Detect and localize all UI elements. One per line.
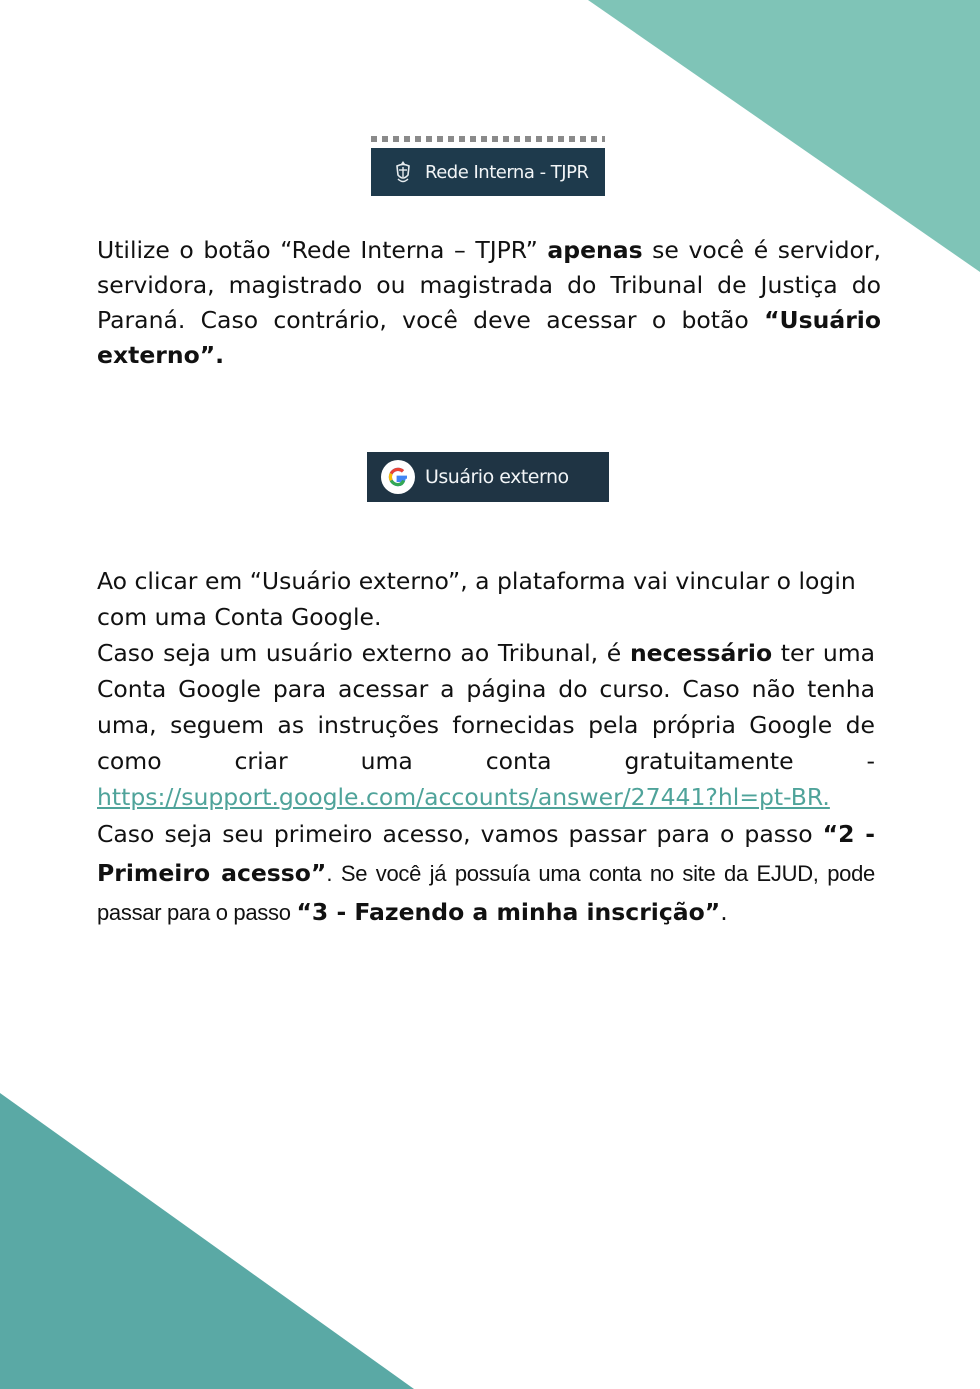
text: Utilize o botão “Rede Interna – TJPR” <box>97 236 548 264</box>
google-logo-icon <box>381 460 415 494</box>
text: . Se você já possuía uma conta no site da EJUD, pode passar para o passo <box>97 861 875 925</box>
emphasis-usuario-externo: “Usuário externo”. <box>97 306 881 369</box>
emphasis-primeiro-acesso: “2 - Primeiro acesso” <box>97 820 876 887</box>
text: Caso seja seu primeiro acesso, vamos passar para o passo <box>97 820 823 848</box>
text: Caso seja um usuário externo ao Tribunal, é <box>97 639 630 667</box>
rede-interna-label: Rede Interna - TJPR <box>425 161 589 183</box>
emphasis-necessario: necessário <box>629 639 773 667</box>
text: se você é servidor, servidora, magistrado ou magistrada do Tribunal de Justiça do Paraná. Caso contrário, você deve acessar o botão <box>97 236 881 334</box>
google-help-link[interactable]: https://support.google.com/accounts/answer/27441?hl=pt-BR. <box>97 783 830 811</box>
instruction-paragraph-1 <box>97 233 881 373</box>
emphasis-apenas: apenas <box>547 236 643 264</box>
text-line: Ao clicar em “Usuário externo”, a plataforma vai vincular o login com uma Conta Google. <box>97 567 856 631</box>
instruction-paragraph-2 <box>97 563 875 932</box>
corner-decoration-bottom <box>0 1093 414 1389</box>
tjpr-crest-icon <box>393 159 413 185</box>
text-block <box>97 635 875 815</box>
corner-decoration-top <box>588 0 980 272</box>
text: . <box>720 898 728 926</box>
cropped-edge <box>371 136 605 142</box>
text: ter uma Conta Google para acessar a página do curso. Caso não tenha uma, seguem as instruções fornecidas pela própria Google de como criar uma conta gratuitamente - <box>97 639 876 775</box>
usuario-externo-button-image <box>367 452 609 502</box>
rede-interna-button-image <box>371 148 605 196</box>
usuario-externo-label: Usuário externo <box>425 466 569 488</box>
text-block <box>97 815 875 932</box>
emphasis-fazendo-inscricao: “3 - Fazendo a minha inscrição” <box>296 898 721 926</box>
